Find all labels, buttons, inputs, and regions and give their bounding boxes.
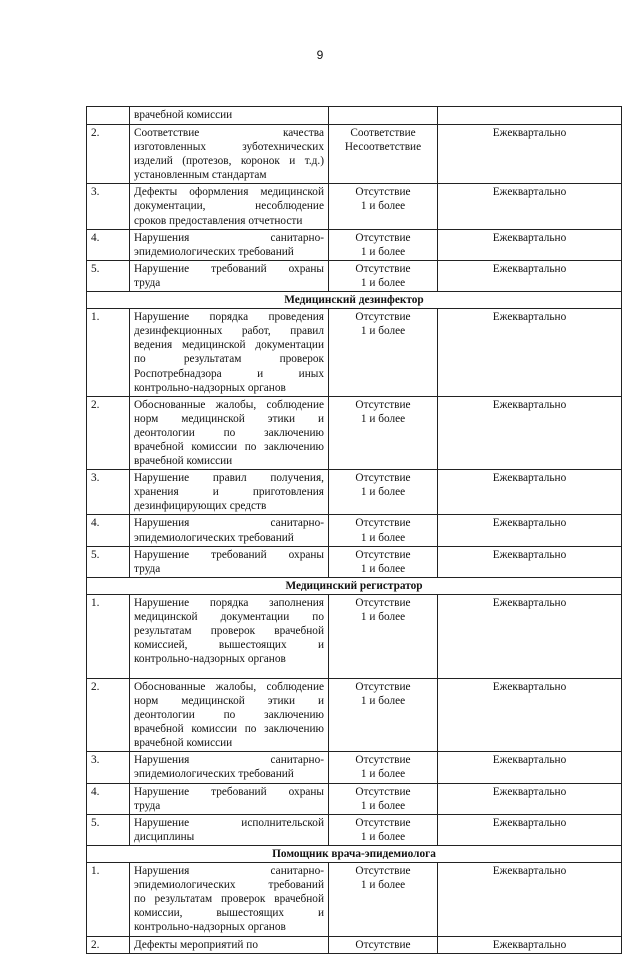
item-number: 2. xyxy=(87,936,130,953)
evaluation-values xyxy=(329,678,438,751)
evaluation-values xyxy=(329,396,438,469)
evaluation-value: Несоответствие xyxy=(344,141,422,154)
evaluation-values xyxy=(329,229,438,260)
evaluation-values xyxy=(329,594,438,678)
description-line: норм медицинской этики и xyxy=(134,695,324,707)
item-number: 2. xyxy=(87,125,130,184)
criteria-table-body xyxy=(87,107,622,954)
description-line: изготовленных зуботехнических xyxy=(134,141,324,154)
periodicity: Ежеквартально xyxy=(438,863,622,936)
table-row xyxy=(87,546,622,577)
evaluation-value: 1 и более xyxy=(360,200,406,213)
item-number: 4. xyxy=(87,783,130,814)
periodicity: Ежеквартально xyxy=(438,546,622,577)
description-line: Роспотребнадзора и иных xyxy=(134,367,324,380)
table-row xyxy=(87,752,622,783)
description-line: Нарушение требований охраны xyxy=(134,262,324,275)
periodicity: Ежеквартально xyxy=(438,814,622,845)
evaluation-value: Отсутствие xyxy=(355,865,411,878)
evaluation-values xyxy=(329,783,438,814)
evaluation-values xyxy=(329,107,438,125)
evaluation-value: 1 и более xyxy=(360,830,406,843)
table-row xyxy=(87,184,622,229)
evaluation-value: 1 и более xyxy=(360,879,406,892)
item-number: 4. xyxy=(87,515,130,546)
item-number: 5. xyxy=(87,260,130,291)
evaluation-value: Отсутствие xyxy=(355,754,411,767)
periodicity: Ежеквартально xyxy=(438,783,622,814)
evaluation-value: Отсутствие xyxy=(355,472,411,485)
evaluation-value: Отсутствие xyxy=(355,816,411,829)
description-line: документации, несоблюдение xyxy=(134,200,324,213)
evaluation-values xyxy=(329,546,438,577)
description-line: труда xyxy=(134,562,161,575)
description-line: Нарушение правил получения, xyxy=(134,472,324,485)
item-number: 3. xyxy=(87,752,130,783)
item-number: 2. xyxy=(87,396,130,469)
criterion-description xyxy=(130,546,329,577)
periodicity: Ежеквартально xyxy=(438,229,622,260)
evaluation-value: 1 и более xyxy=(360,486,406,499)
item-number: 5. xyxy=(87,546,130,577)
evaluation-value: Отсутствие xyxy=(355,231,411,244)
description-line: дисциплины xyxy=(134,830,195,843)
evaluation-value: Соответствие xyxy=(350,127,416,139)
table-row xyxy=(87,309,622,397)
table-row xyxy=(87,936,622,953)
evaluation-values xyxy=(329,309,438,397)
description-line: комиссии, вышестоящих и xyxy=(134,907,324,920)
evaluation-value: 1 и более xyxy=(360,245,406,258)
description-line: Нарушение требований охраны xyxy=(134,548,324,561)
evaluation-value: 1 и более xyxy=(360,412,406,425)
description-line: врачебной комиссии xyxy=(134,109,233,121)
table-row xyxy=(87,260,622,291)
description-line: врачебной комиссии xyxy=(134,737,233,750)
table-row xyxy=(87,783,622,814)
criterion-description xyxy=(130,470,329,515)
item-number: 4. xyxy=(87,229,130,260)
description-line: Обоснованные жалобы, соблюдение xyxy=(134,680,324,693)
table-row xyxy=(87,678,622,751)
evaluation-values xyxy=(329,515,438,546)
description-line: Нарушение порядка заполнения xyxy=(134,596,324,609)
table-row xyxy=(87,125,622,184)
evaluation-value: Отсутствие xyxy=(355,262,411,275)
description-line: врачебной комиссии xyxy=(134,455,233,468)
evaluation-value: Отсутствие xyxy=(355,517,411,530)
evaluation-value: Отсутствие xyxy=(355,596,411,609)
description-line: деонтологии по заключению xyxy=(134,426,324,439)
description-line: труда xyxy=(134,276,161,289)
criterion-description xyxy=(130,229,329,260)
description-line: Соответствие качества xyxy=(134,127,324,139)
description-line: Нарушения санитарно- xyxy=(134,754,324,767)
evaluation-value: Отсутствие xyxy=(355,680,411,693)
evaluation-value: 1 и более xyxy=(360,799,406,812)
table-row xyxy=(87,515,622,546)
criterion-description xyxy=(130,107,329,125)
periodicity: Ежеквартально xyxy=(438,678,622,751)
description-line: контрольно-надзорных органов xyxy=(134,381,286,394)
description-line: по результатам проверок врачебной xyxy=(134,893,324,906)
item-number xyxy=(87,107,130,125)
description-line: Дефекты оформления медицинской xyxy=(134,186,324,199)
description-line: Нарушения санитарно- xyxy=(134,517,324,530)
item-number: 1. xyxy=(87,594,130,678)
table-row xyxy=(87,594,622,678)
section-title: Помощник врача-эпидемиолога xyxy=(87,845,622,862)
criteria-table xyxy=(86,106,622,954)
description-line: комиссией, вышестоящих и xyxy=(134,639,324,652)
description-line: хранения и приготовления xyxy=(134,486,324,499)
description-line: Нарушения санитарно- xyxy=(134,231,324,244)
item-number: 3. xyxy=(87,470,130,515)
table-row xyxy=(87,863,622,936)
description-line: Нарушения санитарно- xyxy=(134,865,324,878)
evaluation-value: Отсутствие xyxy=(355,398,411,411)
evaluation-value: Отсутствие xyxy=(355,548,411,561)
section-header-row xyxy=(87,292,622,309)
periodicity: Ежеквартально xyxy=(438,184,622,229)
evaluation-value: 1 и более xyxy=(360,768,406,781)
description-line: Обоснованные жалобы, соблюдение xyxy=(134,398,324,411)
description-line: норм медицинской этики и xyxy=(134,412,324,425)
periodicity: Ежеквартально xyxy=(438,309,622,397)
criterion-description xyxy=(130,125,329,184)
periodicity: Ежеквартально xyxy=(438,260,622,291)
description-line: деонтологии по заключению xyxy=(134,709,324,722)
criterion-description xyxy=(130,184,329,229)
description-line: Нарушение исполнительской xyxy=(134,816,324,829)
table-row xyxy=(87,396,622,469)
description-line: Нарушение порядка проведения xyxy=(134,311,324,324)
description-line: врачебной комиссии по заключению xyxy=(134,723,324,736)
table-row xyxy=(87,107,622,125)
evaluation-value: Отсутствие xyxy=(355,186,411,199)
description-line: изделий (протезов, коронок и т.д.) xyxy=(134,155,324,168)
evaluation-value: 1 и более xyxy=(360,562,406,575)
periodicity: Ежеквартально xyxy=(438,594,622,678)
table-row xyxy=(87,470,622,515)
item-number: 2. xyxy=(87,678,130,751)
evaluation-values xyxy=(329,184,438,229)
section-title: Медицинский дезинфектор xyxy=(87,292,622,309)
criterion-description xyxy=(130,309,329,397)
description-line: Нарушение требований охраны xyxy=(134,785,324,798)
description-line: по результатам проверок xyxy=(134,353,324,366)
description-line: сроков предоставления отчетности xyxy=(134,214,303,227)
evaluation-values xyxy=(329,863,438,936)
evaluation-values xyxy=(329,814,438,845)
description-line: медицинской документации по xyxy=(134,611,324,623)
evaluation-values xyxy=(329,470,438,515)
criterion-description xyxy=(130,678,329,751)
evaluation-value: Отсутствие xyxy=(355,785,411,798)
item-number: 1. xyxy=(87,863,130,936)
section-header-row xyxy=(87,577,622,594)
evaluation-value: Отсутствие xyxy=(355,938,411,951)
item-number: 5. xyxy=(87,814,130,845)
page-number: 9 xyxy=(316,48,324,62)
evaluation-value: 1 и более xyxy=(360,611,406,623)
description-line: контрольно-надзорных органов xyxy=(134,921,286,934)
criterion-description xyxy=(130,863,329,936)
evaluation-values xyxy=(329,752,438,783)
periodicity: Ежеквартально xyxy=(438,396,622,469)
evaluation-value: 1 и более xyxy=(360,276,406,289)
table-row xyxy=(87,229,622,260)
periodicity: Ежеквартально xyxy=(438,752,622,783)
criterion-description xyxy=(130,396,329,469)
description-line: эпидемиологических требований xyxy=(134,879,324,892)
criterion-description xyxy=(130,783,329,814)
evaluation-value: 1 и более xyxy=(360,695,406,707)
table-row xyxy=(87,814,622,845)
periodicity: Ежеквартально xyxy=(438,470,622,515)
periodicity: Ежеквартально xyxy=(438,125,622,184)
evaluation-value: 1 и более xyxy=(360,531,406,544)
periodicity: Ежеквартально xyxy=(438,936,622,953)
section-title: Медицинский регистратор xyxy=(87,577,622,594)
criterion-description xyxy=(130,594,329,678)
periodicity: Ежеквартально xyxy=(438,515,622,546)
criterion-description xyxy=(130,260,329,291)
evaluation-values xyxy=(329,125,438,184)
description-line: эпидемиологических требований xyxy=(134,531,294,544)
section-header-row xyxy=(87,845,622,862)
evaluation-value: Отсутствие xyxy=(355,311,411,324)
periodicity xyxy=(438,107,622,125)
evaluation-value: 1 и более xyxy=(360,325,406,338)
criterion-description xyxy=(130,936,329,953)
description-line: эпидемиологических требований xyxy=(134,768,294,781)
description-line: дезинфекционных работ, правил xyxy=(134,325,324,338)
description-line: результатам проверок врачебной xyxy=(134,625,324,638)
evaluation-values xyxy=(329,260,438,291)
item-number: 1. xyxy=(87,309,130,397)
description-line: Дефекты мероприятий по xyxy=(134,938,258,951)
description-line: контрольно-надзорных органов xyxy=(134,653,286,666)
description-line: труда xyxy=(134,799,161,812)
evaluation-values xyxy=(329,936,438,953)
criterion-description xyxy=(130,515,329,546)
description-line: врачебной комиссии по заключению xyxy=(134,440,324,453)
description-line: дезинфицирующих средств xyxy=(134,500,267,513)
criterion-description xyxy=(130,752,329,783)
description-line: установленным стандартам xyxy=(134,169,267,182)
description-line: эпидемиологических требований xyxy=(134,245,294,258)
description-line: ведения медицинской документации xyxy=(134,339,324,352)
criterion-description xyxy=(130,814,329,845)
item-number: 3. xyxy=(87,184,130,229)
